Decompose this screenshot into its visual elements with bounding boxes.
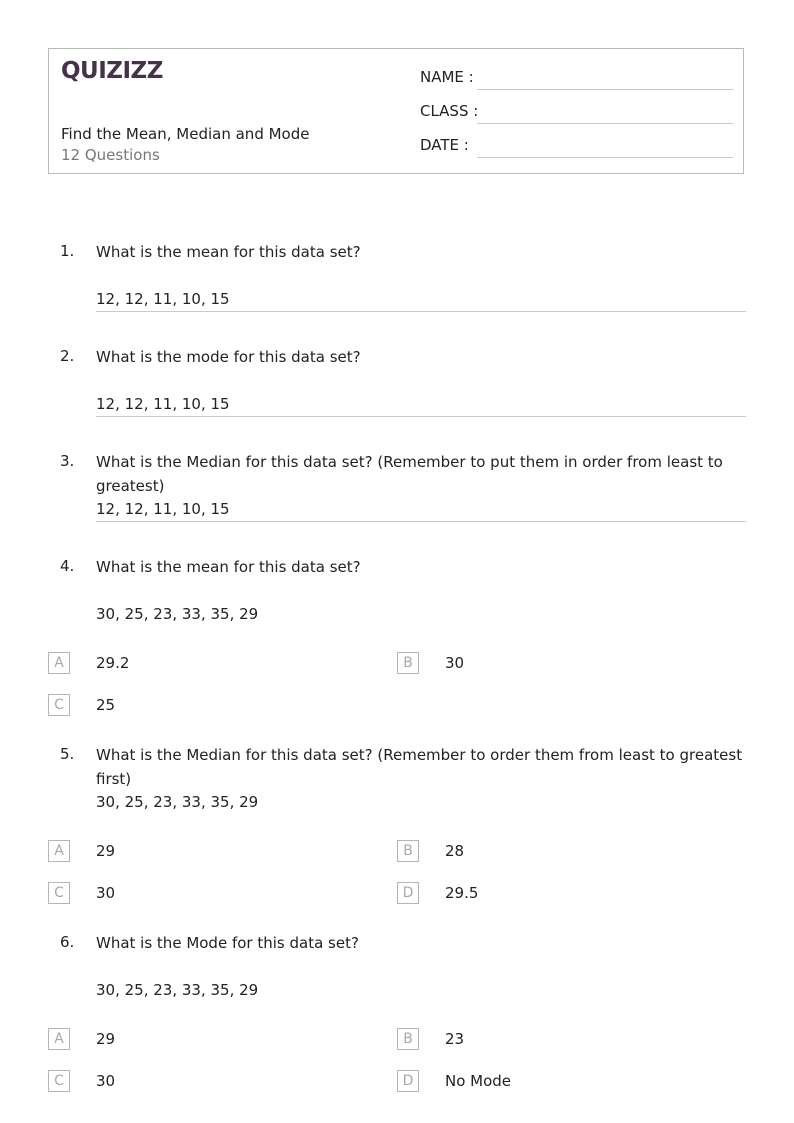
q5-option-c-box[interactable]: C bbox=[48, 882, 70, 904]
q6-option-d-box[interactable]: D bbox=[397, 1070, 419, 1092]
question-4-text: What is the mean for this data set? bbox=[96, 558, 361, 576]
question-3-answer-line[interactable] bbox=[96, 521, 746, 522]
q5-option-d-box[interactable]: D bbox=[397, 882, 419, 904]
date-field-line[interactable] bbox=[477, 157, 733, 158]
q6-option-a-text: 29 bbox=[96, 1030, 116, 1048]
question-6-data: 30, 25, 23, 33, 35, 29 bbox=[96, 981, 259, 999]
question-2-text: What is the mode for this data set? bbox=[96, 348, 361, 366]
question-3-data: 12, 12, 11, 10, 15 bbox=[96, 500, 230, 518]
q6-option-b-text: 23 bbox=[445, 1030, 465, 1048]
question-6-number: 6. bbox=[60, 933, 75, 951]
q6-option-c-text: 30 bbox=[96, 1072, 116, 1090]
question-4-data: 30, 25, 23, 33, 35, 29 bbox=[96, 605, 259, 623]
q4-option-b-text: 30 bbox=[445, 654, 465, 672]
question-1-answer-line[interactable] bbox=[96, 311, 746, 312]
question-2-number: 2. bbox=[60, 347, 75, 365]
question-3-number: 3. bbox=[60, 452, 75, 470]
q6-option-b-box[interactable]: B bbox=[397, 1028, 419, 1050]
q4-option-a-box[interactable]: A bbox=[48, 652, 70, 674]
question-5-text: What is the Median for this data set? (Remember to order them from least to greatest first) bbox=[96, 746, 743, 788]
q6-option-c-box[interactable]: C bbox=[48, 1070, 70, 1092]
date-label: DATE : bbox=[420, 136, 469, 154]
question-count: 12 Questions bbox=[61, 146, 160, 164]
class-label: CLASS : bbox=[420, 102, 479, 120]
q6-option-a-box[interactable]: A bbox=[48, 1028, 70, 1050]
question-1-number: 1. bbox=[60, 242, 75, 260]
question-5-data: 30, 25, 23, 33, 35, 29 bbox=[96, 793, 259, 811]
q5-option-a-text: 29 bbox=[96, 842, 116, 860]
q4-option-c-text: 25 bbox=[96, 696, 116, 714]
worksheet-title: Find the Mean, Median and Mode bbox=[61, 125, 310, 143]
question-6-text: What is the Mode for this data set? bbox=[96, 934, 359, 952]
question-2-answer-line[interactable] bbox=[96, 416, 746, 417]
q4-option-b-box[interactable]: B bbox=[397, 652, 419, 674]
q6-option-d-text: No Mode bbox=[445, 1072, 512, 1090]
question-1-text: What is the mean for this data set? bbox=[96, 243, 361, 261]
q4-option-a-text: 29.2 bbox=[96, 654, 130, 672]
name-label: NAME : bbox=[420, 68, 474, 86]
question-4-number: 4. bbox=[60, 557, 75, 575]
q5-option-a-box[interactable]: A bbox=[48, 840, 70, 862]
class-field-line[interactable] bbox=[477, 123, 733, 124]
q4-option-c-box[interactable]: C bbox=[48, 694, 70, 716]
question-1-data: 12, 12, 11, 10, 15 bbox=[96, 290, 230, 308]
q5-option-b-box[interactable]: B bbox=[397, 840, 419, 862]
question-5-number: 5. bbox=[60, 745, 75, 763]
question-3-text: What is the Median for this data set? (Remember to put them in order from least to greatest) bbox=[96, 453, 723, 495]
quizizz-logo: QUIZIZZ bbox=[61, 58, 163, 84]
name-field-line[interactable] bbox=[477, 89, 733, 90]
q5-option-d-text: 29.5 bbox=[445, 884, 479, 902]
q5-option-c-text: 30 bbox=[96, 884, 116, 902]
q5-option-b-text: 28 bbox=[445, 842, 465, 860]
question-2-data: 12, 12, 11, 10, 15 bbox=[96, 395, 230, 413]
